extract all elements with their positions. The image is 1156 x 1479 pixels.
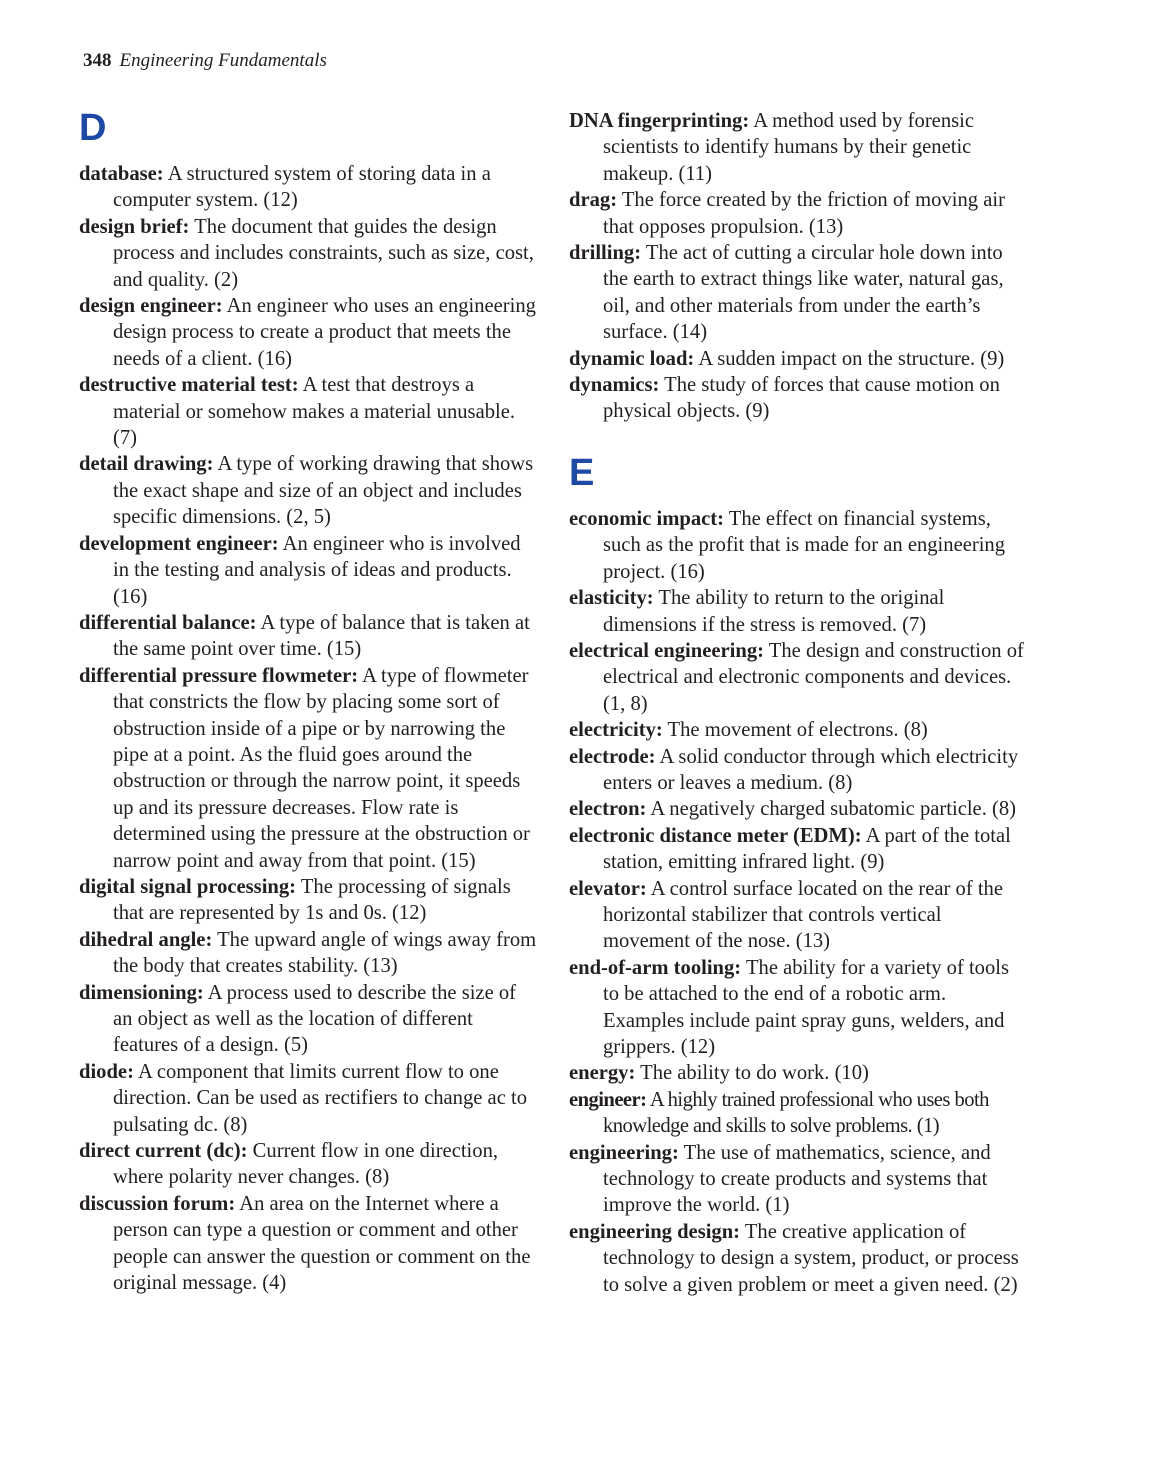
glossary-entry — [569, 1087, 1027, 1140]
glossary-term: engineering design: — [569, 1220, 741, 1243]
glossary-entry — [79, 214, 537, 293]
glossary-definition: A solid conductor through which electricity enters or leaves a medium. (8) — [603, 745, 1019, 794]
glossary-term: design brief: — [79, 215, 190, 238]
glossary-entry — [569, 638, 1027, 717]
glossary-entry — [79, 451, 537, 530]
glossary-term: elevator: — [569, 877, 647, 900]
glossary-definition: The creative application of technology to design a system, product, or process to solve a given problem or meet a given need. (2) — [603, 1220, 1019, 1296]
glossary-entry — [79, 1138, 537, 1191]
glossary-entry — [569, 876, 1027, 955]
glossary-term: elasticity: — [569, 587, 654, 610]
glossary-list-d — [79, 161, 537, 1296]
glossary-term: electricity: — [569, 719, 663, 742]
glossary-definition: A test that destroys a material or somehow makes a material unusable. (7) — [113, 374, 516, 450]
glossary-definition: The movement of electrons. (8) — [667, 719, 928, 742]
glossary-list-d-continued — [569, 108, 1027, 425]
glossary-term: diode: — [79, 1060, 134, 1083]
glossary-term: dimensioning: — [79, 981, 204, 1004]
glossary-term: engineering: — [569, 1141, 679, 1164]
glossary-definition: An engineer who is involved in the testing and analysis of ideas and products. (16) — [113, 532, 521, 608]
glossary-term: economic impact: — [569, 507, 724, 530]
glossary-definition: A type of balance that is taken at the same point over time. (15) — [113, 611, 530, 661]
glossary-term: dynamics: — [569, 374, 660, 397]
glossary-definition: The use of mathematics, science, and technology to create products and systems that improve the world. (1) — [603, 1141, 991, 1217]
glossary-term: electrode: — [569, 745, 656, 768]
glossary-entry — [569, 506, 1027, 585]
glossary-list-e — [569, 506, 1027, 1298]
glossary-term: differential balance: — [79, 611, 257, 634]
glossary-column-right — [569, 108, 1027, 1298]
glossary-term: detail drawing: — [79, 453, 214, 476]
glossary-term: differential pressure flowmeter: — [79, 664, 359, 687]
glossary-entry — [79, 1059, 537, 1138]
glossary-definition: The processing of signals that are represented by 1s and 0s. (12) — [113, 875, 511, 925]
glossary-definition: An area on the Internet where a person can type a question or comment and other people can answer the question or comment on the original message. (4) — [113, 1192, 531, 1295]
glossary-definition: A part of the total station, emitting infrared light. (9) — [603, 824, 1011, 874]
glossary-term: dihedral angle: — [79, 928, 213, 951]
glossary-entry — [569, 955, 1027, 1061]
glossary-term: electronic distance meter (EDM): — [569, 824, 862, 847]
glossary-term: energy: — [569, 1062, 636, 1085]
glossary-definition: A component that limits current flow to one direction. Can be used as rectifiers to change ac to pulsating dc. (8) — [113, 1060, 527, 1136]
book-title: Engineering Fundamentals — [119, 50, 327, 71]
glossary-entry — [569, 744, 1027, 797]
glossary-definition: The ability to return to the original dimensions if the stress is removed. (7) — [603, 587, 945, 636]
glossary-column-left — [79, 108, 537, 1296]
glossary-entry — [79, 874, 537, 927]
glossary-entry — [569, 108, 1027, 187]
page-number: 348 — [83, 50, 112, 71]
glossary-entry — [569, 796, 1027, 822]
glossary-entry — [569, 823, 1027, 876]
glossary-entry — [569, 372, 1027, 425]
glossary-entry — [79, 927, 537, 980]
glossary-definition: The ability to do work. (10) — [640, 1062, 869, 1085]
glossary-definition: The effect on financial systems, such as the profit that is made for an engineering project. (16) — [603, 507, 1006, 583]
glossary-definition: A process used to describe the size of an object as well as the location of different features of a design. (5) — [113, 981, 517, 1057]
glossary-term: engineer: — [569, 1088, 647, 1111]
glossary-entry — [79, 161, 537, 214]
glossary-definition: A sudden impact on the structure. (9) — [698, 347, 1005, 370]
glossary-definition: The force created by the friction of moving air that opposes propulsion. (13) — [603, 189, 1005, 238]
glossary-term: discussion forum: — [79, 1192, 236, 1215]
section-letter-d: D — [79, 107, 107, 149]
glossary-term: destructive material test: — [79, 374, 299, 397]
glossary-definition: A control surface located on the rear of the horizontal stabilizer that controls vertical movement of the nose. (13) — [603, 877, 1003, 953]
glossary-definition: The act of cutting a circular hole down into the earth to extract things like water, natural gas, oil, and other materials from under the earth’s surface. (14) — [603, 242, 1004, 344]
glossary-term: database: — [79, 163, 164, 185]
glossary-definition: A type of working drawing that shows the exact shape and size of an object and includes specific dimensions. (2, 5) — [113, 453, 534, 529]
glossary-definition: A highly trained professional who uses both knowledge and skills to solve problems. (1) — [603, 1088, 989, 1138]
running-header — [83, 49, 327, 73]
glossary-definition: A negatively charged subatomic particle. (8) — [650, 798, 1017, 821]
glossary-entry — [79, 663, 537, 874]
glossary-term: drag: — [569, 189, 618, 212]
glossary-definition: The document that guides the design process and includes constraints, such as size, cost, and quality. (2) — [113, 215, 534, 291]
glossary-term: direct current (dc): — [79, 1140, 248, 1163]
glossary-term: drilling: — [569, 242, 642, 265]
glossary-term: development engineer: — [79, 532, 279, 555]
glossary-term: end-of-arm tooling: — [569, 956, 742, 979]
glossary-entry — [79, 372, 537, 451]
glossary-term: DNA fingerprinting: — [569, 110, 750, 132]
glossary-definition: The design and construction of electrical and electronic components and devices. (1, 8) — [603, 639, 1024, 715]
glossary-definition: A type of flowmeter that constricts the flow by placing some sort of obstruction inside of a pipe or by narrowing the pipe at a point. As the fluid goes around the obstruction or through the narrow point, it speeds up and its pressure decreases. Flow rate is determined using the pressure at the obstruction or narrow point and away from that point. (15) — [113, 664, 530, 872]
glossary-definition: An engineer who uses an engineering design process to create a product that meets the needs of a client. (16) — [113, 295, 536, 370]
glossary-entry — [79, 1191, 537, 1297]
glossary-entry — [79, 531, 537, 610]
glossary-entry — [569, 240, 1027, 346]
glossary-entry — [569, 187, 1027, 240]
glossary-entry — [79, 610, 537, 663]
section-spacer — [569, 425, 1027, 453]
glossary-definition: The study of forces that cause motion on physical objects. (9) — [603, 374, 1000, 423]
glossary-entry — [569, 346, 1027, 372]
glossary-definition: The upward angle of wings away from the body that creates stability. (13) — [113, 928, 537, 978]
glossary-definition: Current flow in one direction, where polarity never changes. (8) — [113, 1140, 499, 1189]
glossary-entry — [569, 1219, 1027, 1298]
section-letter-e: E — [569, 451, 595, 494]
glossary-term: electrical engineering: — [569, 639, 764, 662]
glossary-definition: A structured system of storing data in a computer system. (12) — [113, 163, 491, 212]
glossary-definition: A method used by forensic scientists to identify humans by their genetic makeup. (11) — [603, 110, 974, 185]
glossary-definition: The ability for a variety of tools to be attached to the end of a robotic arm. Examples include paint spray guns, welders, and grippers. (12) — [603, 956, 1010, 1058]
glossary-entry — [569, 717, 1027, 743]
glossary-entry — [79, 980, 537, 1059]
glossary-entry — [569, 1140, 1027, 1219]
glossary-term: design engineer: — [79, 295, 223, 318]
glossary-term: digital signal processing: — [79, 875, 297, 898]
glossary-entry — [569, 1060, 1027, 1086]
glossary-term: electron: — [569, 798, 647, 821]
glossary-entry — [79, 293, 537, 372]
glossary-entry — [569, 585, 1027, 638]
glossary-term: dynamic load: — [569, 347, 695, 370]
